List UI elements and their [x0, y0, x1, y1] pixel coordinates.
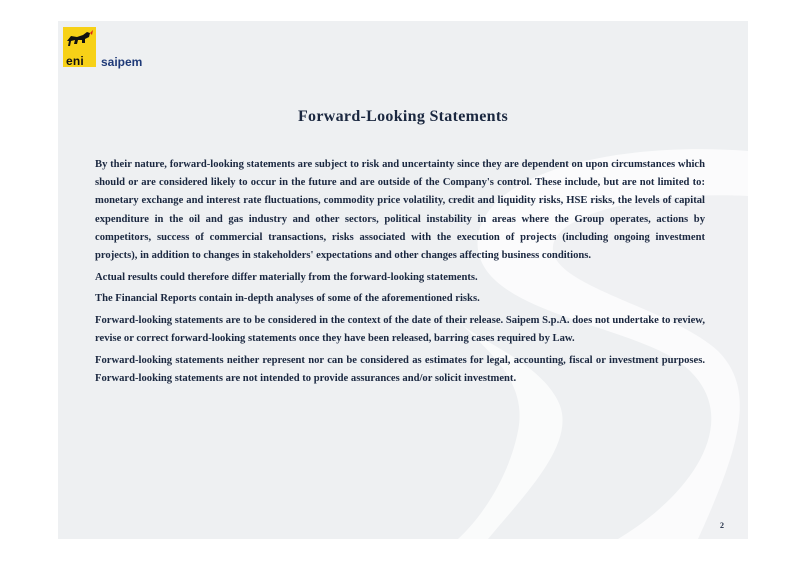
eni-wordmark: eni [66, 54, 84, 68]
statement-body [95, 156, 705, 392]
eni-saipem-logo [63, 27, 153, 75]
paragraph: The Financial Reports contain in-depth analyses of some of the aforementioned risks. [95, 293, 480, 305]
paragraph: Forward-looking statements neither represent nor can be considered as estimates for legal, accounting, fiscal or investment purposes. Forward-looking statements are not intended to provide assurances and/or solicit investment. [95, 355, 705, 385]
eni-six-legged-dog-icon [63, 27, 96, 67]
page-number: 2 [720, 521, 724, 530]
saipem-wordmark: saipem [101, 55, 143, 69]
dog-icon [63, 27, 96, 55]
paragraph: By their nature, forward-looking statements are subject to risk and uncertainty since they are dependent on upon circumstances which should or are considered likely to occur in the future and are outside of the Company's control. These include, but are not limited to: monetary exchange and interest rate fluctuations, commodity price volatility, credit and liquidity risks, HSE risks, the levels of capital expenditure in the oil and gas industry and other sectors, political instability in areas where the Group operates, actions by competitors, success of commercial transactions, risks associated with the execution of projects (including ongoing investment projects), in addition to changes in stakeholders' expectations and other changes affecting business conditions. [95, 159, 705, 262]
page-title: Forward-Looking Statements [297, 108, 508, 125]
slide [58, 21, 748, 539]
paragraph: Forward-looking statements are to be considered in the context of the date of their release. Saipem S.p.A. does not undertake to review, revise or correct forward-looking statements once they have been released, barring cases required by Law. [95, 315, 705, 345]
paragraph: Actual results could therefore differ materially from the forward-looking statements. [95, 271, 478, 283]
